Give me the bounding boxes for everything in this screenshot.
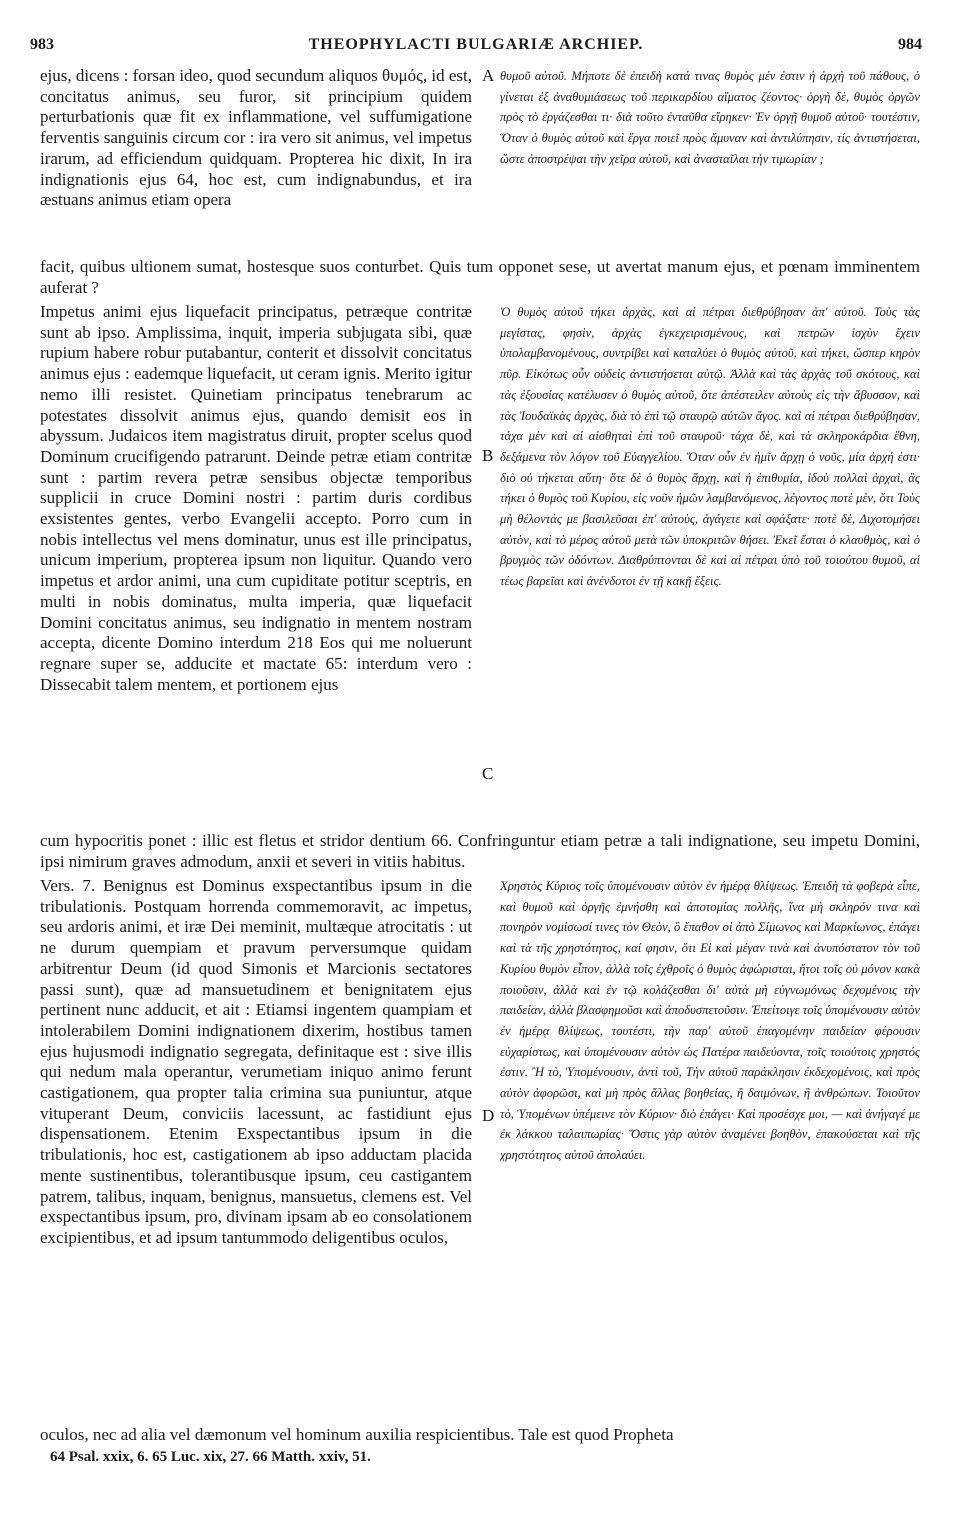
greek-column-2: [500, 302, 920, 826]
latin-column-1: [40, 66, 472, 276]
column-marker-d: D: [482, 1106, 495, 1125]
greek-column-1: [500, 66, 920, 276]
page-number-right: 984: [898, 36, 922, 53]
full-width-paragraph-3: oculos, nec ad alia vel dæmonum vel hominum auxilia respicientibus. Tale est quod Propheta: [40, 1425, 674, 1444]
column-marker-a: A: [482, 66, 495, 85]
latin-column-2: [40, 302, 472, 826]
full-width-paragraph-1: facit, quibus ultionem sumat, hostesque suos conturbet. Quis tum opponet sese, ut avertat manum ejus, et pœnam imminentem auferat ?: [40, 257, 920, 297]
column-marker-c: C: [482, 764, 494, 783]
greek-paragraph-1: θυμοῦ αὐτοῦ. Μήποτε δὲ ἐπειδὴ κατά τινας θυμὸς μέν ἐστιν ἡ ἀρχὴ τοῦ πάθους, ὁ γίνεται ἐξ ἀναθυμιάσεως τοῦ περικαρδίου αἵματος ζέοντος· ὀργὴ δὲ, θυμὸς ὀργῶν πρὸς τὸ ἐργάζεσθαι τι· διὰ τοῦτο ἐνταῦθα εἴρηκεν· Ἐν ὀργῇ θυμοῦ αὐτοῦ· τουτέστιν, Ὅταν ὁ θυμὸς αὐτοῦ καὶ ἔργα ποιεῖ πρὸς ἄμυναν καὶ ἀντιλύπησιν, τίς ἀντιστήσεται, ὥστε ἀποστρέψαι τὴν χεῖρα αὐτοῦ, καὶ ἀνασταῖλαι τὴν τιμωρίαν ;: [500, 69, 920, 166]
latin-paragraph-3: Vers. 7. Benignus est Dominus exspectantibus ipsum in die tribulationis. Postquam horrenda commemoravit, ac impetus, seu ardoris animi, et iræ Dei meminit, multæque atrocitatis : ut ne durum quempiam et pravum perversumque quidam arbitrentur Deum (id quod Simonis et Marcionis sectatores passi sunt), quæ ad mansuetudinem et benignitatem ejus pertinent nunc adducit, et ait : Etiamsi ingentem quampiam et intolerabilem Domini indignationem dixerim, hostibus tamen ejus hujusmodi indignatio segregata, definitaque est : sive illis qui nedum mala operantur, verumetiam iniquo animo ferunt castigationem, qua propter talia crimina sua puniuntur, atque vituperant Deum, conviciis lacessunt, ac fastidiunt ejus dispensationem. Etenim Exspectantibus ipsum in die tribulationis, hoc est, castigationem ab ipso adductam placida mente sustinentibus, tolerantibusque ipsum, ceu castigantem patrem, talibus, inquam, benignus, mansuetus, clemens est. Vel exspectantibus ipsum, pro, divinam ipsam ab eo consolationem excipientibus, et ad ipsum tantummodo deligentibus oculos,: [40, 876, 472, 1247]
full-width-paragraph-2: cum hypocritis ponet : illic est fletus et stridor dentium 66. Confringuntur etiam petræ a tali indignatione, seu impetu Domini, ipsi nimirum graves admodum, anxii et severi in vitiis habitus.: [40, 831, 920, 871]
page-number-left: 983: [30, 36, 54, 53]
full-width-text-1: [40, 256, 920, 300]
latin-paragraph-1: ejus, dicens : forsan ideo, quod secundum aliquos θυμός, id est, concitatus animus, seu furor, sit principium quidem perturbationis quæ fit ex inflammatione, vel suffumigatione ferventis sanguinis circum cor : ira vero sit animus, vel impetus irarum, ad efficiendum quidquam. Propterea hic dixit, In ira indignationis ejus 64, hoc est, cum indignabundus, et ira æstuans animus etiam opera: [40, 66, 472, 210]
running-header: [30, 36, 922, 58]
greek-paragraph-2: Ὁ θυμὸς αὐτοῦ τήκει ἀρχὰς, καὶ αἱ πέτραι διεθρύβησαν ἀπ' αὐτοῦ. Τοὺς τὰς μεγίστας, φησὶν, ἀρχὰς ἐγκεχειρισμένους, καὶ πετρῶν ἰσχὺν ἔχειν ὑπολαμβανομένους, συντρίβει καὶ καταλύει ὁ θυμὸς αὐτοῦ, καὶ τήκει, ὥσπερ κηρὸν πῦρ. Εἰκότως οὖν οὐδεὶς ἀντιστήσεται αὐτῷ. Ἀλλὰ καὶ τὰς ἀρχὰς τοῦ σκότους, καὶ τὰς ἐξουσίας κατέλυσεν ὁ θυμὸς αὐτοῦ, ὅτε ἀπέστειλεν αὐτοὺς εἰς τὴν ἄβυσσον, καὶ τὰς Ἰουδαϊκὰς ἀρχὰς, διὰ τὸ ἐπὶ τῷ σταυρῷ αὐτῶν ἄγος. καὶ αἱ πέτραι διεθρύβησαν, τάχα μὲν καὶ αἱ αἰσθηταὶ ἐπὶ τοῦ σταυροῦ· τάχα δὲ, καὶ τὰ σκληροκάρδια ἔθνη, δεξάμενα τὸν λόγον τοῦ Εὐαγγελίου. Ὅταν οὖν ἐν ἡμῖν ἄρχῃ ὁ νοῦς, μία ἀρχή ἐστι· διὸ οὐ τήκεται αὕτη· ὅτε δὲ ὁ θυμὸς ἄρχῃ, καὶ ἡ ἐπιθυμία, ἰδοὺ πολλαὶ ἀρχαὶ, ἃς τήκει ὁ θυμὸς τοῦ Κυρίου, εἰς νοῦν ἡμῶν λαμβανόμενος, λέγοντος ποτὲ μὲν, ὅτι Τοὺς μὴ θέλοντάς με βασιλεῦσαι ἐπ' αὐτοὺς, ἀγάγετε καὶ σφάξατε· ποτὲ δὲ, Διχοτομήσει αὐτὸν, καὶ τὸ μέρος αὐτοῦ μετὰ τῶν ὑποκριτῶν θήσει. Ἐκεῖ ἔσται ὁ κλαυθμὸς, καὶ ὁ βρυγμὸς τῶν ὀδόντων. Διαθρύπτονται δὲ καὶ αἱ πέτραι ὑπὸ τοῦ τοιούτου θυμοῦ, αἱ τέως βαρεῖαι καὶ ἀνένδοτοι ἐν τῇ κακῇ ἕξεις.: [500, 305, 920, 589]
greek-column-3: [500, 876, 920, 1416]
running-title: THEOPHYLACTI BULGARIÆ ARCHIEP.: [308, 36, 644, 53]
latin-column-3: [40, 876, 472, 1416]
latin-paragraph-2: Impetus animi ejus liquefacit principatus, petræque contritæ sunt ab ipso. Amplissima, inquit, imperia subjugata sibi, quæ rupium habere robur putabantur, conterit et dissolvit concitatus animus ejus : eademque liquefacit, ut ceram ignis. Merito igitur nemo illi resistet. Quinetiam principatus tenebrarum ac potestates dissolvit animus ejus, quando demisit eos in abyssum. Judaicos item magistratus diruit, propter scelus quod Dominum crucifigendo patrarunt. Deinde petræ etiam contritæ sunt : partim revera petræ sensibus objectæ temporibus supplicii in cruce Domini nostri : partim duris cordibus exsistentes gentes, verbo Evangelii accepto. Porro cum in nobis intellectus vel mens dominatur, unus est ille principatus, unicum imperium, propterea ipsum non liquitur. Quando vero impetus et ardor animi, una cum cupiditate potitur sceptris, en multi in nobis dominatus, multa imperia, quæ liquefacit Domini concitatus animus, seu indignatio in mentem nostram accepta, dicente Domino interdum 218 Eos qui me noluerunt regnare super se, adducite et mactate 65: interdum vero : Dissecabit talem mentem, et portionem ejus: [40, 302, 472, 694]
greek-paragraph-3: Χρηστὸς Κύριος τοῖς ὑπομένουσιν αὐτὸν ἐν ἡμέρᾳ θλίψεως. Ἐπειδὴ τὰ φοβερὰ εἶπε, καὶ θυμοῦ καὶ ὀργῆς ἐμνήσθη καὶ ἀποτομίας πολλῆς, ἵνα μὴ σκληρόν τινα καὶ πονηρὸν νομίσωσί τινες τὸν Θεὸν, ὃ ἔπαθον οἱ ἀπὸ Σίμωνος καὶ Μαρκίωνος, ἐπάγει καὶ τὰ τῆς χρηστότητος, καί φησιν, ὅτι Εἰ καὶ μέγαν τινὰ καὶ ἀνυπόστατον τὸν τοῦ Κυρίου θυμὸν εἶπον, ἀλλὰ τοῖς ἐχθροῖς ὁ θυμὸς ἀφώρισται, ἤτοι τοῖς οὐ μόνον κακὰ ποιοῦσιν, ἀλλὰ καὶ ἐν τῷ κολάζεσθαι δι' αὐτὰ μὴ εὐγνωμόνως δεχομένοις τὴν παιδείαν, ἀλλὰ βλασφημοῦσι καὶ ἀποδυσπετοῦσιν. Ἐπείτοιγε τοῖς ὑπομένουσιν αὐτὸν ἐν ἡμέρᾳ θλίψεως, τουτέστι, τὴν παρ' αὐτοῦ ἐπαγομένην παιδείαν φέρουσιν εὐχαρίστως, καὶ ὑπομένουσιν αὐτὸν ὡς Πατέρα παιδεύοντα, τοῖς τοιούτοις χρηστός ἐστιν. Ἢ τὸ, Ὑπομένουσιν, ἀντὶ τοῦ, Τὴν αὐτοῦ παράκλησιν ἐκδεχομένοις, καὶ πρὸς αὐτὸν ἀφορῶσι, καὶ μὴ πρὸς ἄλλας βοηθείας, ἢ δαιμόνων, ἢ ἀνθρώπων. Τοιοῦτον τὸ, Ὑπομένων ὑπέμεινε τὸν Κύριον· διὸ ἐπάγει· Καὶ προσέσχε μοι, — καὶ ἀνήγαγέ με ἐκ λάκκου ταλαιπωρίας· Ὅστις γὰρ αὐτὸν ἀναμένει βοηθὸν, ἐπακούσεται καὶ τῆς χρηστότητος αὐτοῦ ἀπολαύει.: [500, 879, 920, 1163]
column-marker-b: B: [482, 446, 494, 465]
footnotes: 64 Psal. xxix, 6. 65 Luc. xix, 27. 66 Matth. xxiv, 51.: [50, 1449, 371, 1465]
full-width-text-2: [40, 830, 920, 874]
full-width-text-3: [40, 1424, 920, 1446]
